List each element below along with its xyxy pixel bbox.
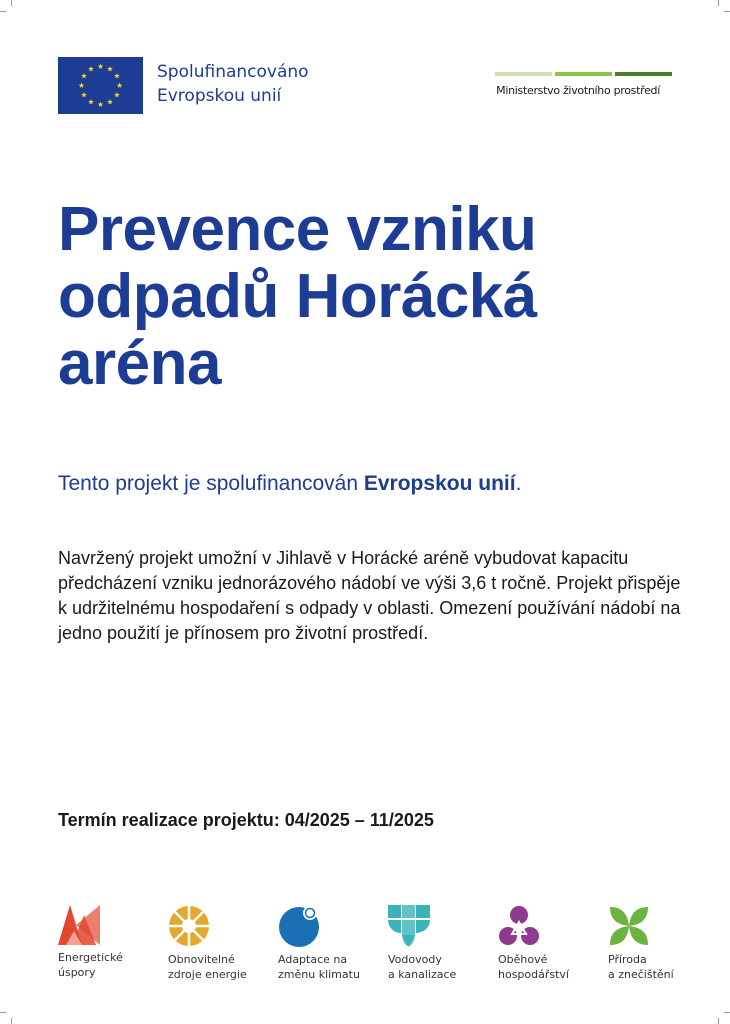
category-label: Obnovitelné zdroje energie <box>168 953 247 981</box>
crop-mark <box>718 0 719 6</box>
water-icon <box>388 905 430 947</box>
crop-mark <box>724 1012 730 1013</box>
category-renewable <box>168 905 278 982</box>
project-term: Termín realizace projektu: 04/2025 – 11/2025 <box>58 810 434 830</box>
lead-suffix: . <box>515 472 522 495</box>
crop-mark <box>0 1012 6 1013</box>
crop-mark <box>718 1018 719 1024</box>
eu-line-1: Spolufinancováno <box>157 62 309 82</box>
renewable-energy-icon <box>168 905 210 947</box>
cofinancing-statement <box>58 470 698 498</box>
lead-emphasis: Evropskou unií <box>363 472 516 495</box>
crop-mark <box>11 0 12 6</box>
crop-mark <box>0 11 6 12</box>
category-climate <box>278 905 388 982</box>
crop-mark <box>724 11 730 12</box>
eu-line-2: Evropskou unií <box>157 86 282 106</box>
category-energy <box>58 905 168 980</box>
ministry-bar <box>495 72 552 76</box>
ministry-logo-bars <box>495 72 672 76</box>
category-nature <box>608 905 718 982</box>
ministry-bar <box>615 72 672 76</box>
category-water <box>388 905 498 982</box>
project-description: Navržený projekt umožní v Jihlavě v Horácké aréně vybudovat kapacitu předcházení vzniku jednorázového nádobí ve výši 3,6 t ročně. Projekt přispěje k udržitelnému hospodaření s odpady v oblasti. Omezení používání nádobí na jedno použití je přínosem pro životní prostředí. <box>58 548 681 643</box>
energy-savings-icon <box>58 905 100 945</box>
category-circular <box>498 905 608 982</box>
eu-cofinanced-label <box>157 60 309 108</box>
ministry-bar <box>555 72 612 76</box>
ministry-name: Ministerstvo životního prostředí <box>496 84 660 97</box>
crop-mark <box>11 1018 12 1024</box>
page-title: Prevence vzniku odpadů Horácká aréna <box>58 195 537 398</box>
category-label: Energetické úspory <box>58 951 123 979</box>
category-label: Příroda a znečištění <box>608 953 674 981</box>
circular-economy-icon <box>498 905 540 947</box>
category-label: Adaptace na změnu klimatu <box>278 953 360 981</box>
lead-prefix: Tento projekt je spolufinancován <box>58 472 359 495</box>
category-label: Oběhové hospodářství <box>498 953 570 981</box>
climate-adaptation-icon <box>278 905 320 947</box>
category-icons <box>58 905 698 985</box>
eu-flag-icon <box>58 57 143 114</box>
nature-icon <box>608 905 650 947</box>
category-label: Vodovody a kanalizace <box>388 953 457 981</box>
